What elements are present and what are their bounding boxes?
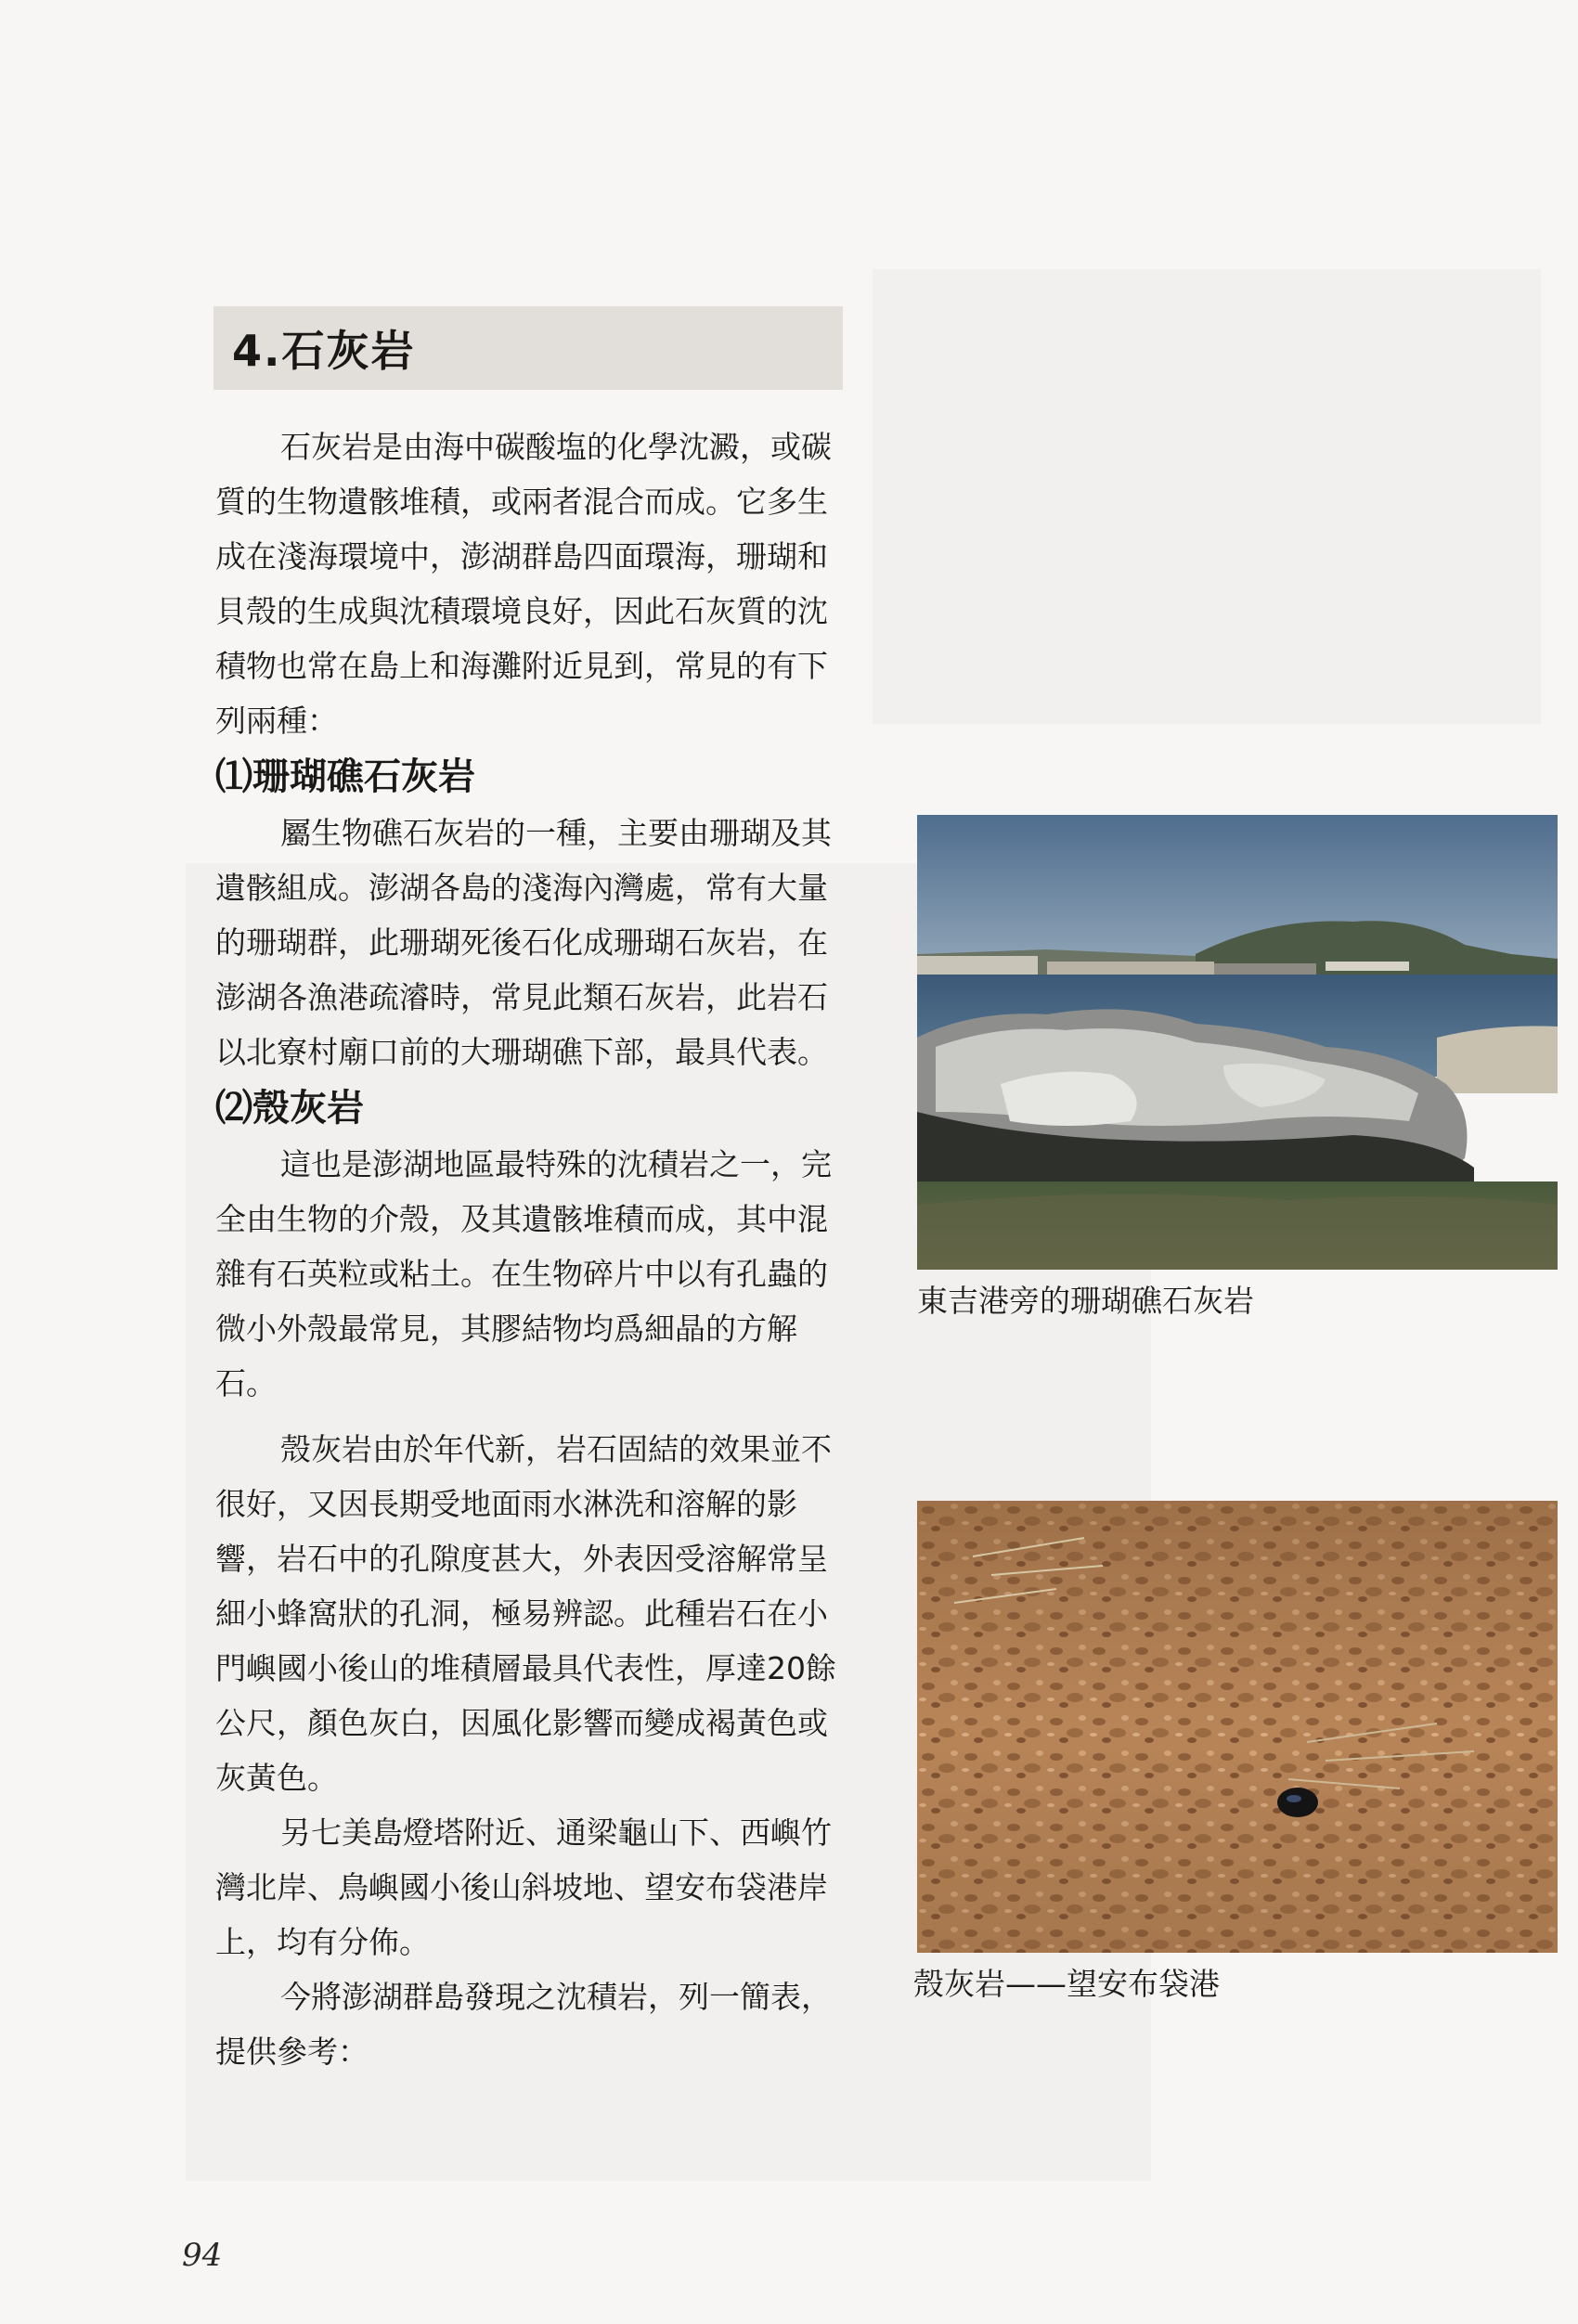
section-title: 4.石灰岩 [213,306,843,390]
subsection-heading-coquina: ⑵殼灰岩 [215,1087,364,1130]
article-body [215,420,847,2079]
subsection-heading-coral-limestone: ⑴珊瑚礁石灰岩 [215,755,475,798]
coquina-paragraph-2: 殼灰岩由於年代新，岩石固結的效果並不很好，又因長期受地面雨水淋洗和溶解的影響，岩石中的孔隙度甚大，外表因受溶解常呈細小蜂窩狀的孔洞，極易辨認。此種岩石在小門嶼國小後山的堆積層最具代表性，厚達20餘公尺，顏色灰白，因風化影響而變成褐黃色或灰黃色。 [215,1431,836,1796]
photo-coral-limestone [917,815,1558,1270]
page-number: 94 [182,2237,223,2274]
photo-caption-coquina: 殼灰岩——望安布袋港 [913,1966,1220,2002]
coquina-paragraph-3: 另七美島燈塔附近、通梁龜山下、西嶼竹灣北岸、鳥嶼國小後山斜坡地、望安布袋港岸上，均有分佈。 [215,1814,832,1960]
photo-caption-coral-limestone: 東吉港旁的珊瑚礁石灰岩 [917,1283,1254,1319]
intro-paragraph: 石灰岩是由海中碳酸塩的化學沈澱，或碳質的生物遺骸堆積，或兩者混合而成。它多生成在淺海環境中，澎湖群島四面環海，珊瑚和貝殼的生成與沈積環境良好，因此石灰質的沈積物也常在島上和海灘附近見到，常見的有下列兩種： [215,429,832,739]
coral-limestone-paragraph: 屬生物礁石灰岩的一種，主要由珊瑚及其遺骸組成。澎湖各島的淺海內灣處，常有大量的珊瑚群，此珊瑚死後石化成珊瑚石灰岩，在澎湖各漁港疏濬時，常見此類石灰岩，此岩石以北寮村廟口前的大珊瑚礁下部，最具代表。 [215,815,832,1070]
coquina-paragraph-1: 這也是澎湖地區最特殊的沈積岩之一，完全由生物的介殼，及其遺骸堆積而成，其中混雜有石英粒或粘土。在生物碎片中以有孔蟲的微小外殼最常見，其膠結物均爲細晶的方解石。 [215,1146,832,1401]
background-bleed-upper-right [873,269,1541,724]
photo-coquina [917,1501,1558,1953]
coquina-paragraph-4: 今將澎湖群島發現之沈積岩，列一簡表，提供參考： [215,1979,832,2070]
